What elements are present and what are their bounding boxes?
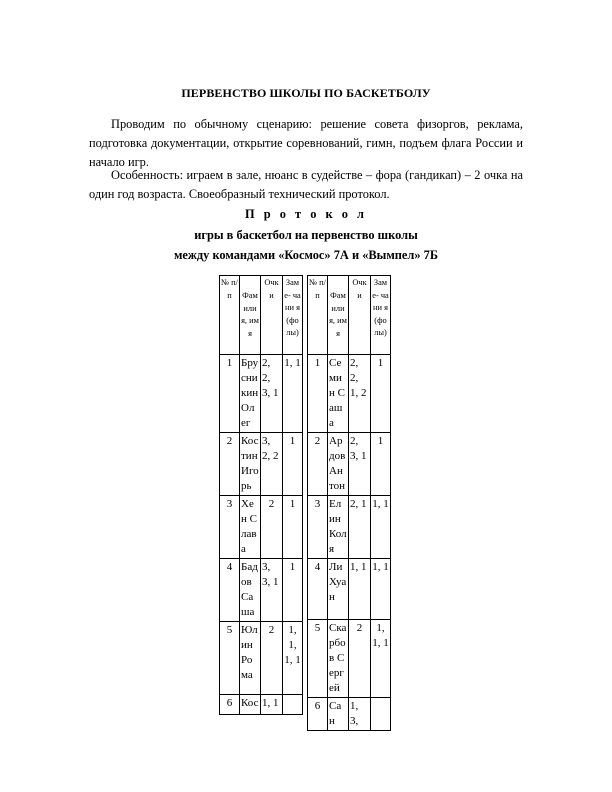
player-points: 1, 1 [261, 695, 283, 715]
player-name: Семин Саша [328, 355, 349, 433]
paragraph-feature: Особенность: играем в зале, нюанс в судействе – фора (гандикап) – 2 очка на один год возраста. Своеобразный технический протокол. [89, 168, 523, 201]
player-name: Юлин Рома [240, 622, 261, 695]
protocol-table-left [219, 275, 303, 715]
player-points: 1, 1 [349, 559, 371, 620]
header-num: № п/п [308, 276, 328, 355]
header-name: Фам или я, имя [240, 276, 261, 355]
player-fouls: 1, 1 [371, 496, 391, 559]
player-num: 3 [220, 496, 240, 559]
table-row [220, 496, 303, 559]
player-num: 3 [308, 496, 328, 559]
player-points: 3, 3, 1 [261, 559, 283, 622]
header-name: Фам или я, имя [328, 276, 349, 355]
player-name: Бадов Саша [240, 559, 261, 622]
table-row [220, 433, 303, 496]
header-fouls: Зам е- чани я (фо лы) [283, 276, 303, 355]
player-num: 1 [220, 355, 240, 433]
player-num: 1 [308, 355, 328, 433]
player-fouls [371, 698, 391, 731]
player-num: 4 [220, 559, 240, 622]
player-points: 2 [349, 620, 371, 698]
player-name: Сан [328, 698, 349, 731]
player-points: 2, 2, 3, 1 [261, 355, 283, 433]
player-points: 1, 3, [349, 698, 371, 731]
header-fouls: Зам е- чани я (фо лы) [371, 276, 391, 355]
player-fouls: 1 [283, 559, 303, 622]
player-num: 2 [220, 433, 240, 496]
player-name: Хен Слава [240, 496, 261, 559]
player-fouls: 1, 1, 1 [371, 620, 391, 698]
player-num: 5 [308, 620, 328, 698]
player-num: 5 [220, 622, 240, 695]
player-name: Ардов Антон [328, 433, 349, 496]
player-fouls: 1, 1 [283, 355, 303, 433]
player-fouls: 1, 1 [371, 559, 391, 620]
player-num: 2 [308, 433, 328, 496]
table-row [308, 559, 391, 620]
protocol-subtitle: игры в баскетбол на первенство школы [194, 228, 418, 242]
protocol-teams: между командами «Космос» 7А и «Вымпел» 7Б [173, 248, 439, 262]
player-points: 2, 1 [349, 496, 371, 559]
player-fouls: 1 [371, 355, 391, 433]
paragraph-scenario: Проводим по обычному сценарию: решение совета физоргов, реклама, подготовка документации, открытие соревнований, гимн, подъем флага России и начало игр. [89, 117, 523, 169]
player-points: 2, 3, 1 [349, 433, 371, 496]
player-name: Ли Хуан [328, 559, 349, 620]
player-name: Скарбов Сергей [328, 620, 349, 698]
table-row [308, 433, 391, 496]
table-row [308, 698, 391, 731]
player-points: 2 [261, 496, 283, 559]
player-num: 6 [308, 698, 328, 731]
table-row [308, 620, 391, 698]
table-row [220, 355, 303, 433]
protocol-heading: П р о т о к о л [245, 207, 367, 221]
player-num: 4 [308, 559, 328, 620]
player-fouls [283, 695, 303, 715]
header-points: Очк и [349, 276, 371, 355]
protocol-table-right [307, 275, 391, 731]
table-row [220, 622, 303, 695]
player-name: Брусникин Олег [240, 355, 261, 433]
table-row [308, 496, 391, 559]
player-num: 6 [220, 695, 240, 715]
player-name: Кос [240, 695, 261, 715]
table-row [308, 355, 391, 433]
player-fouls: 1 [371, 433, 391, 496]
player-fouls: 1, 1, 1, 1 [283, 622, 303, 695]
player-fouls: 1 [283, 433, 303, 496]
player-points: 2, 2, 1, 2 [349, 355, 371, 433]
table-row [220, 695, 303, 715]
player-points: 3, 2, 2 [261, 433, 283, 496]
table-row [220, 559, 303, 622]
player-name: Костин Игорь [240, 433, 261, 496]
player-fouls: 1 [283, 496, 303, 559]
player-name: Елин Коля [328, 496, 349, 559]
table-header-row [220, 276, 303, 355]
table-header-row [308, 276, 391, 355]
page-title: ПЕРВЕНСТВО ШКОЛЫ ПО БАСКЕТБОЛУ [181, 86, 431, 100]
header-points: Очк и [261, 276, 283, 355]
header-num: № п/п [220, 276, 240, 355]
player-points: 2 [261, 622, 283, 695]
